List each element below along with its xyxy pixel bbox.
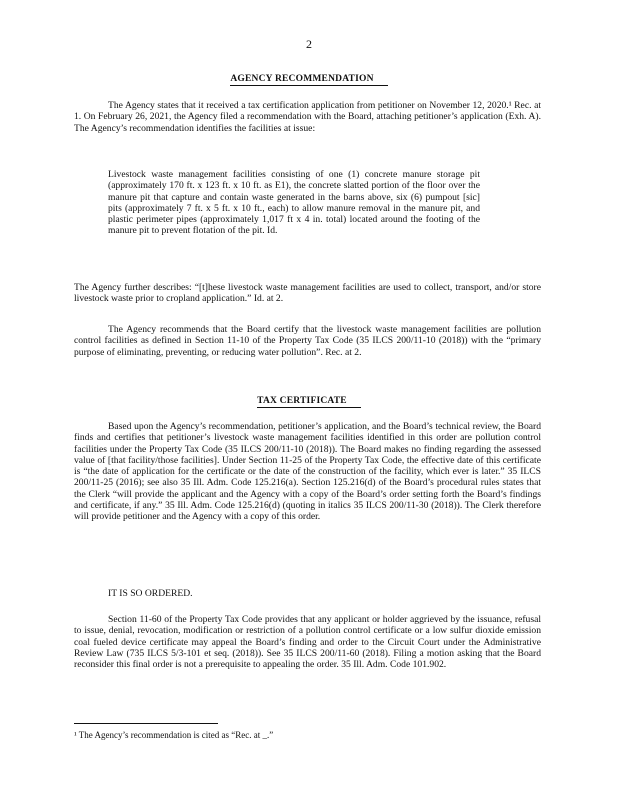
paragraph-text: Based upon the Agency’s recommendation, petitioner’s application, and the Board’s technical review, the Board finds and certifies that petitioner’s livestock waste management facilities identified in this order are pollution control facilities under the Property Tax Code (35 ILCS 200/11-10 (2018)). The Board makes no finding regarding the assessed value of [that facility/those facilities]. Under Section 11-25 of the Property Tax Code, the effective date of this certificate is “the date of application for the certificate or the date of the construction of the facility, which ever is later.” 35 ILCS 200/11-25 (2016); see also 35 Ill. Adm. Code 125.216(a). Section 125.216(d) of the Board’s procedural rules states that the Clerk “will provide the applicant and the Agency with a copy of the Board’s order setting forth the Board’s findings and certificate, if any.” 35 Ill. Adm. Code 125.216(d) (quoting in italics 35 ILCS 200/11-30 (2018)). The Clerk therefore will provide petitioner and the Agency with a copy of this order. — [74, 421, 541, 523]
paragraph-board-findings — [74, 421, 541, 523]
paragraph-text: Section 11-60 of the Property Tax Code provides that any applicant or holder aggrieved by the issuance, refusal to issue, denial, revocation, modification or restriction of a pollution control certificate or a low sulfur dioxide emission coal fueled device certificate may appeal the Board’s finding and order to the Circuit Court under the Administrative Review Law (735 ILCS 5/3-101 et seq. (2018)). See 35 ILCS 200/11-60 (2018). Filing a motion asking that the Board reconsider this final order is not a prerequisite to appealing the order. 35 Ill. Adm. Code 101.902. — [74, 614, 541, 671]
footnote-separator — [74, 723, 218, 724]
page-number: 2 — [306, 37, 312, 51]
paragraph-agency-states — [74, 100, 541, 134]
agency-recommendation-heading — [0, 74, 618, 86]
paragraph-text: The Agency recommends that the Board certify that the livestock waste management facilities are pollution control facilities as defined in Section 11-10 of the Property Tax Code (35 ILCS 200/11-10 (2018)) with the “primary purpose of eliminating, preventing, or reducing water pollution”. Rec. at 2. — [74, 324, 541, 358]
heading-text: AGENCY RECOMMENDATION — [230, 74, 387, 86]
paragraph-text: The Agency states that it received a tax certification application from petitioner on November 12, 2020.¹ Rec. at 1. On February 26, 2021, the Agency filed a recommendation with the Board, attaching petitioner’s application (Exh. A). The Agency’s recommendation identifies the facilities at issue: — [74, 100, 541, 134]
paragraph-agency-recommends — [74, 324, 541, 358]
paragraph-agency-describes: The Agency further describes: “[t]hese livestock waste management facilities are used to collect, transport, and/or store livestock waste prior to cropland application.” Id. at 2. — [74, 282, 541, 305]
block-quote-facilities: Livestock waste management facilities consisting of one (1) concrete manure storage pit (approximately 170 ft. x 123 ft. x 10 ft. as E1), the concrete slatted portion of the floor over the manure pit that capture and contain waste generated in the barns above, six (6) pumpout [sic] pits (approximately 7 ft. x 5 ft. x 10 ft., each) to allow manure removal in the manure pit, and plastic perimeter pipes (approximately 1,017 ft x 4 in. total) located around the footing of the manure pit to prevent flotation of the pit. Id. — [108, 169, 480, 237]
paragraph-appeal-rights — [74, 614, 541, 670]
tax-certificate-heading — [0, 396, 618, 408]
heading-text: TAX CERTIFICATE — [257, 396, 361, 408]
footnote: ¹ The Agency’s recommendation is cited as “Rec. at _.” — [74, 730, 274, 740]
order-statement: IT IS SO ORDERED. — [108, 588, 193, 599]
